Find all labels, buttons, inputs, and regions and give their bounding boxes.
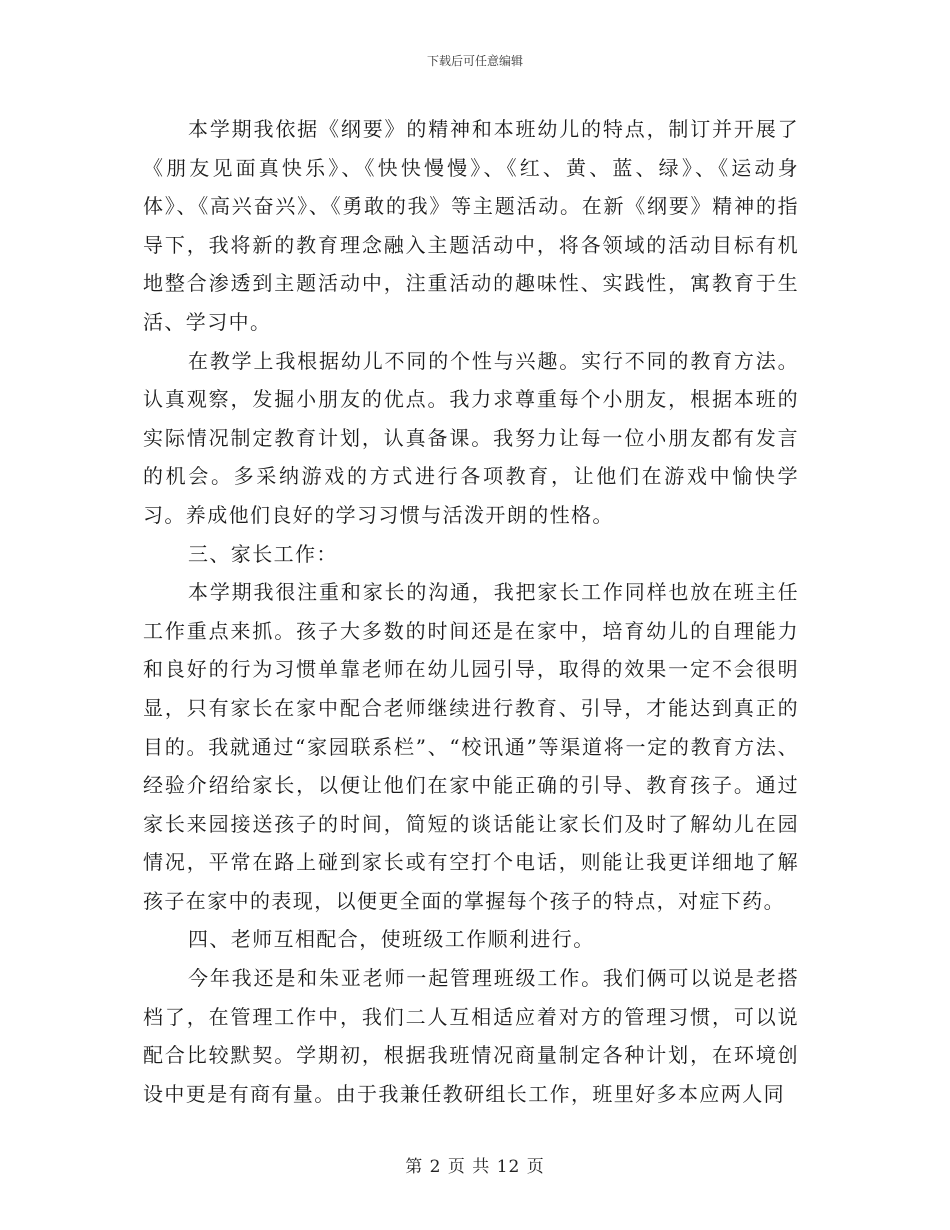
paragraph-parent-work: 本学期我很注重和家长的沟通，我把家长工作同样也放在班主任工作重点来抓。孩子大多数的时间还是在家中，培育幼儿的自理能力和良好的行为习惯单靠老师在幼儿园引导，取得的效果一定不会很明显，只有家长在家中配合老师继续进行教育、引导，才能达到真正的目的。我就通过“家园联系栏”、“校讯通”等渠道将一定的教育方法、经验介绍给家长，以便让他们在家中能正确的引导、教育孩子。通过家长来园接送孩子的时间，简短的谈话能让家长们及时了解幼儿在园情况，平常在路上碰到家长或有空打个电话，则能让我更详细地了解孩子在家中的表现，以便更全面的掌握每个孩子的特点，对症下药。: [143, 580, 799, 913]
page-number: 第 2 页 共 12 页: [405, 1157, 545, 1177]
paragraph-themes: 本学期我依据《纲要》的精神和本班幼儿的特点，制订并开展了《朋友见面真快乐》、《快快慢慢》、《红、黄、蓝、绿》、《运动身体》、《高兴奋兴》、《勇敢的我》等主题活动。在新《纲要》精神的指导下，我将新的教育理念融入主题活动中，将各领域的活动目标有机地整合渗透到主题活动中，注重活动的趣味性、实践性，寓教育于生活、学习中。: [143, 117, 799, 334]
paragraph-teaching: 在教学上我根据幼儿不同的个性与兴趣。实行不同的教育方法。认真观察，发掘小朋友的优点。我力求尊重每个小朋友，根据本班的实际情况制定教育计划，认真备课。我努力让每一位小朋友都有发言的机会。多采纳游戏的方式进行各项教育，让他们在游戏中愉快学习。养成他们良好的学习习惯与活泼开朗的性格。: [143, 348, 799, 527]
document-body: [143, 110, 799, 1113]
page-header-note: 下载后可任意编辑: [426, 54, 523, 68]
section-heading-teacher-cooperation: 四、老师互相配合，使班级工作顺利进行。: [188, 927, 595, 952]
paragraph-teacher-cooperation: 今年我还是和朱亚老师一起管理班级工作。我们俩可以说是老搭档了，在管理工作中，我们二人互相适应着对方的管理习惯，可以说配合比较默契。学期初，根据我班情况商量制定各种计划，在环境创设中更是有商有量。由于我兼任教研组长工作，班里好多本应两人同: [143, 966, 799, 1106]
section-heading-parent-work: 三、家长工作：: [188, 541, 338, 566]
